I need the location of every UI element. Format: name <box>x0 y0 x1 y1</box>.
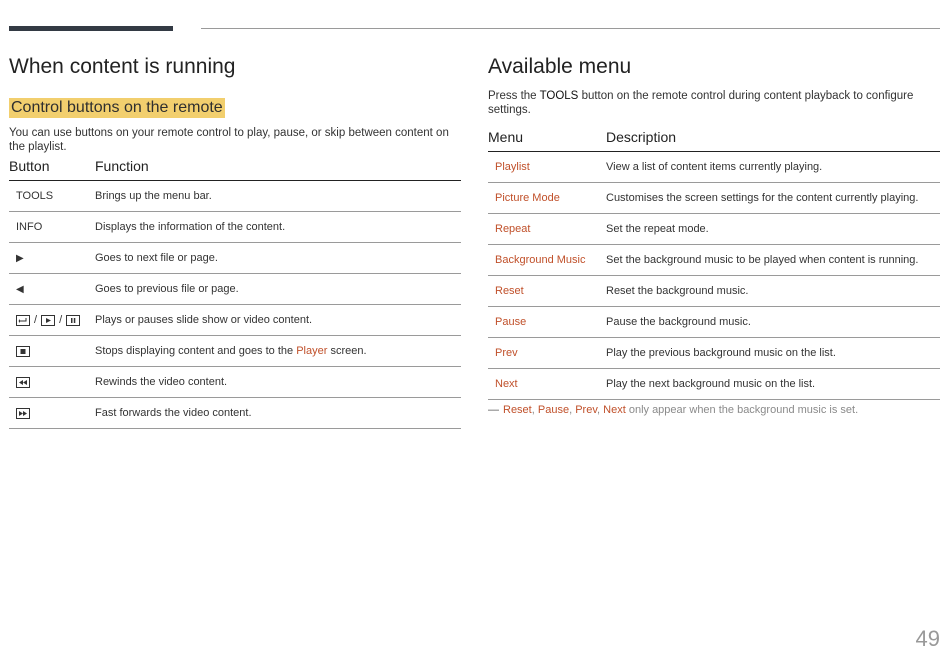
function-text: Stops displaying content and goes to the <box>95 345 294 357</box>
table-row <box>488 245 940 276</box>
note-text: only appear when the background music is set. <box>628 404 859 416</box>
table-row <box>9 243 461 274</box>
note-item: Reset <box>503 404 532 416</box>
section-title: When content is running <box>9 55 236 78</box>
fast-forward-icon <box>16 408 30 419</box>
note-dash: ― <box>488 404 499 416</box>
button-function: Goes to previous file or page. <box>95 274 461 305</box>
header-description: Description <box>606 125 940 152</box>
intro-text <box>488 89 940 117</box>
button-function: Goes to next file or page. <box>95 243 461 274</box>
menu-description: Pause the background music. <box>606 307 940 338</box>
play-icon <box>41 315 55 326</box>
button-name: INFO <box>9 212 95 243</box>
footnote: ― Reset, Pause, Prev, Next only appear when the background music is set. <box>488 404 859 416</box>
button-function-table <box>9 154 461 429</box>
menu-item: Next <box>488 369 606 400</box>
play-pause-icons: / / <box>9 305 95 336</box>
header-bar-thin <box>201 28 940 29</box>
menu-description: Customises the screen settings for the content currently playing. <box>606 183 940 214</box>
menu-description: Set the repeat mode. <box>606 214 940 245</box>
subsection-title: Control buttons on the remote <box>11 99 223 116</box>
stop-icon <box>16 346 30 357</box>
table-row <box>9 181 461 212</box>
header-menu: Menu <box>488 125 606 152</box>
table-row <box>9 212 461 243</box>
button-function: Plays or pauses slide show or video content. <box>95 305 461 336</box>
next-icon: ▶ <box>9 243 95 274</box>
button-function <box>95 336 461 367</box>
table-row <box>488 369 940 400</box>
rewind-icon <box>16 377 30 388</box>
menu-item: Pause <box>488 307 606 338</box>
table-row <box>488 338 940 369</box>
table-row <box>488 307 940 338</box>
intro-text-part: Press the <box>488 90 537 102</box>
menu-description: Play the next background music on the list. <box>606 369 940 400</box>
note-item: Next <box>603 404 626 416</box>
button-function: Fast forwards the video content. <box>95 398 461 429</box>
page-number: 49 <box>915 626 940 651</box>
table-row <box>488 276 940 307</box>
table-row <box>9 274 461 305</box>
table-row <box>9 336 461 367</box>
table-row <box>488 183 940 214</box>
menu-item: Background Music <box>488 245 606 276</box>
header-button: Button <box>9 154 95 181</box>
menu-description-table <box>488 125 940 400</box>
button-function: Brings up the menu bar. <box>95 181 461 212</box>
table-row <box>9 398 461 429</box>
button-name: TOOLS <box>9 181 95 212</box>
note-item: Prev <box>575 404 598 416</box>
intro-text-part: button on the remote control during content playback to configure settings. <box>488 90 914 116</box>
intro-text: You can use buttons on your remote control to play, pause, or skip between content on the playlist. <box>9 127 449 153</box>
menu-description: Set the background music to be played when content is running. <box>606 245 940 276</box>
player-link: Player <box>296 345 328 357</box>
tools-key-label: TOOLS <box>539 90 579 102</box>
menu-description: Reset the background music. <box>606 276 940 307</box>
note-item: Pause <box>537 404 570 416</box>
return-icon <box>16 315 30 326</box>
header-function: Function <box>95 154 461 181</box>
right-column <box>488 54 940 416</box>
menu-item: Prev <box>488 338 606 369</box>
function-text: screen. <box>330 345 367 357</box>
pause-icon <box>66 315 80 326</box>
table-row <box>9 305 461 336</box>
menu-item: Playlist <box>488 152 606 183</box>
header-bar-thick <box>9 26 173 31</box>
table-row <box>9 367 461 398</box>
section-title: Available menu <box>488 55 632 78</box>
table-row <box>488 152 940 183</box>
button-function: Rewinds the video content. <box>95 367 461 398</box>
menu-item: Repeat <box>488 214 606 245</box>
left-column <box>9 54 461 429</box>
menu-description: View a list of content items currently playing. <box>606 152 940 183</box>
menu-description: Play the previous background music on the list. <box>606 338 940 369</box>
table-row <box>488 214 940 245</box>
button-function: Displays the information of the content. <box>95 212 461 243</box>
menu-item: Picture Mode <box>488 183 606 214</box>
menu-item: Reset <box>488 276 606 307</box>
previous-icon: ◀ <box>9 274 95 305</box>
